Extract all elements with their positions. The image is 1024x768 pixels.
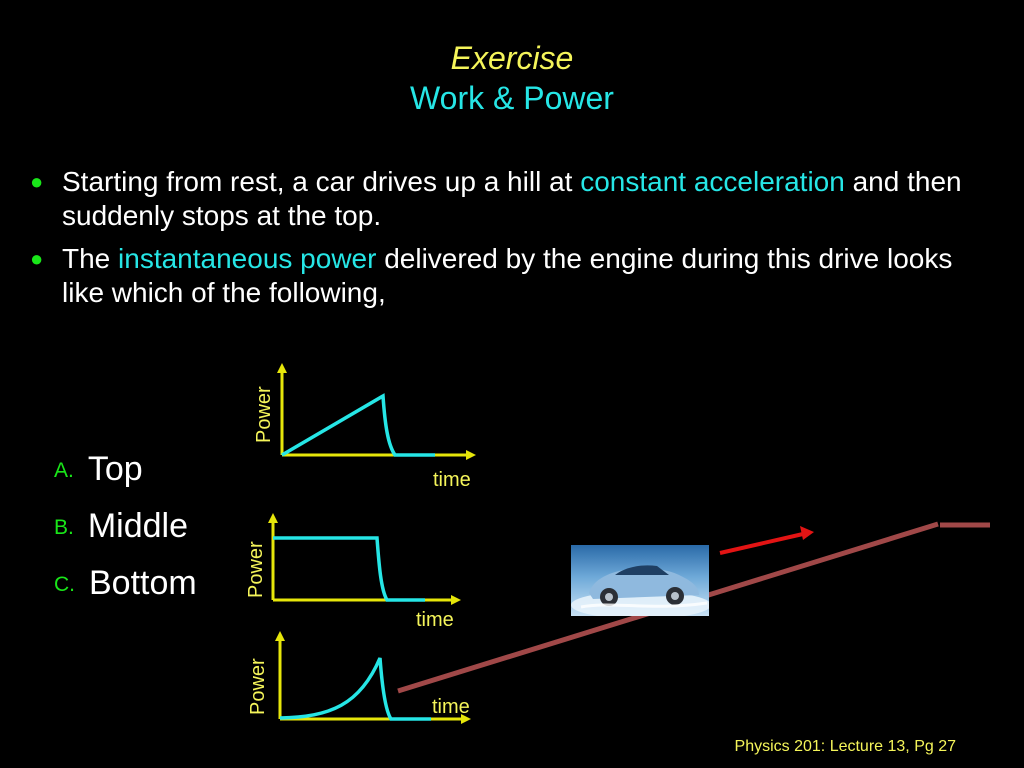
option-c-letter: C. [54, 573, 75, 596]
option-c-label: Bottom [89, 564, 197, 602]
x-axis-label: time [432, 696, 470, 718]
x-axis-label: time [416, 609, 454, 631]
arrow-head-icon [800, 526, 814, 540]
bullet-dot-icon: ● [30, 246, 44, 271]
option-b-label: Middle [87, 507, 189, 545]
option-a-letter: A. [54, 459, 74, 482]
slide-title: Exercise [450, 40, 574, 76]
bullet-dot-icon: ● [30, 169, 44, 194]
option-b-letter: B. [54, 516, 74, 539]
x-axis-label: time [433, 469, 471, 491]
option-a-label: Top [87, 450, 143, 488]
y-axis-label: Power [247, 658, 269, 715]
motion-arrow [720, 534, 803, 553]
slide-subtitle: Work & Power [410, 80, 614, 116]
bullet-2-text-end: delivered by the engine during this drive looks like which of the following, [62, 243, 953, 308]
footer-page-number: Physics 201: Lecture 13, Pg 27 [734, 738, 956, 755]
bullet-1-highlight: constant acceleration [580, 166, 845, 197]
y-axis-label: Power [245, 541, 267, 598]
car-image [571, 545, 709, 616]
bullet-2-highlight: instantaneous power [118, 243, 377, 274]
y-axis-label: Power [253, 386, 275, 443]
bullet-1-text-end: and then suddenly stops at the top. [62, 166, 962, 231]
bullet-2-text: The [62, 243, 119, 274]
bullet-1-text: Starting from rest, a car drives up a hill at [62, 166, 581, 197]
